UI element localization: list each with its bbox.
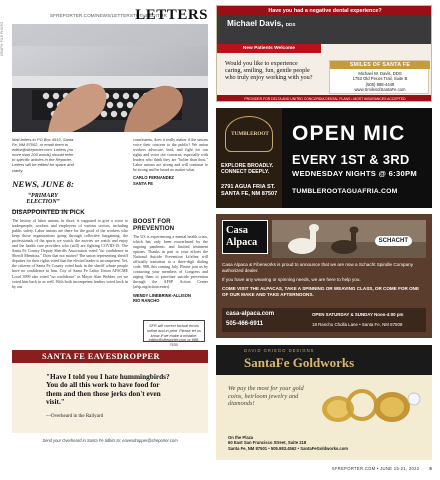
- photo-hands-on-typewriter: [12, 24, 208, 132]
- alpaca-photo: [272, 220, 426, 258]
- gold-coins-illustration: [316, 381, 426, 427]
- dental-headline: Have you had a negative dental experience?: [217, 6, 432, 16]
- alpaca-announcement: Casa Alpaca & Fiberworks is proud to announce that we are now a Schacht Spindle Company authorized dealer.: [222, 262, 414, 273]
- dental-info-line[interactable]: www.SmilesofSantaFe.com: [354, 87, 406, 93]
- casa-alpaca-logo-text: Casa Alpaca: [226, 225, 258, 248]
- openmic-tagline: EXPLORE BROADLY. CONNECT DEEPLY.: [221, 163, 274, 176]
- page-folio: [332, 466, 432, 471]
- alpaca-hours: OPEN SATURDAY & SUNDAY Noon-4:00 pm: [312, 312, 404, 317]
- dental-info-line[interactable]: (505) 988-4448: [365, 81, 395, 87]
- openmic-right-panel: [282, 108, 432, 208]
- openmic-left-panel: [216, 108, 282, 208]
- casa-alpaca-logo: [222, 220, 268, 254]
- letter-heading: DISAPPOINTED IN PICK: [12, 209, 85, 216]
- letter-signature: WENDY LINEBRINK-ALLISON RIO RANCHO: [133, 292, 191, 303]
- news-reference-subtitle: “PRIMARY ELECTION”: [26, 193, 60, 205]
- letter-body: The US is experiencing a mental health crisis, which has only been exacerbated by the ongoing pandemic and limited treatment options. Thanks in part to your efforts the National Suicide Prevention Lifeline will officially transition to a three-digit dialing code, 988, this coming July. Please join us by contacting your members of Congress and urging them to prioritize suicide prevention through the AFSP Action Center (afsp.org/actioncenter).: [133, 234, 208, 290]
- alpaca-visit-line: COME VISIT THE ALPACAS, TAKE A SPINNING OR WEAVING CLASS, OR COME FOR ONE OF OUR MAKE AND TAKE AFTERNOONS.: [222, 286, 420, 297]
- letters-submission-note: Mail letters to PO Box 4910, Santa Fe, NM 87502, or email them to editor@sfreporter.com. Letters (no more than 200 words) should refer to specific articles in the Reporter. Letters will be edited for space and clarity.: [12, 137, 74, 173]
- page-title: LETTERS: [135, 7, 208, 23]
- dental-doctor-name: Michael Davis, DDS: [227, 19, 296, 28]
- eavesdropper-footer[interactable]: Send your Overheard in Santa Fe tidbits to: eavesdropper@sfreporter.com: [42, 438, 178, 443]
- photo-credit: GRAPH: FILE PHOTO: [0, 21, 4, 56]
- letter-heading: BOOST FOR PREVENTION: [133, 218, 175, 232]
- dental-info-line: 1753 Old Pecos Trail, Suite B: [352, 76, 408, 82]
- folio-site: SFREPORTER.COM • JUNE 15-21, 2022: [331, 466, 420, 471]
- letter-body: The history of labor unions, in short, is supposed to give a voice to tradespeople, workers and employees of various sectors, including public safety. Labor unions are there for the good of the workers who keep those organizations going through collective bargaining, the professionals of the sports we watch, the movies we watch and enjoy and the health care providers who (still) are fighting COVID-19. The Santa Fe County Deputy Sheriffs Association voted "no confidence in Sheriff Mendoza." Does that not matter? The union representing sheriff deputies for their rights voted that the elected leader is incompetent. Yet, the citizens of Santa Fe County voted back in the sheriff whose people have no confidence in him. City of Santa Fe Labor Union AFSCME Local 3999 also voted "no confidence" in Mayor Alan Webber, yet we voted him back in as well. With both incompetent leaders voted back in by our: [12, 218, 128, 289]
- tumbleroot-logo-text: TUMBLEROOT: [231, 131, 269, 137]
- eavesdropper-attribution: —Overheard in the Railyard: [46, 414, 104, 419]
- dental-doctor: Michael Davis: [227, 19, 282, 28]
- news-reference-title: NEWS, JUNE 8:: [12, 179, 74, 189]
- dental-footer: PROVIDER FOR DELTA AND UNITED CONCORDIA DENTAL PLANS • MOST INSURANCES ACCEPTED: [217, 95, 432, 102]
- dental-contact-box: [329, 60, 429, 94]
- ad-tumbleroot-open-mic[interactable]: [216, 108, 432, 208]
- openmic-dates: EVERY 1ST & 3RD: [292, 152, 410, 167]
- news-reference: [12, 179, 74, 211]
- goldworks-address: On the Plaza 60 East San Francisco Street, Suite 218 Santa Fe, NM 87501 • 505.983.4562 • SantaFeGoldworks.com: [228, 435, 349, 451]
- letter-boost-prevention: [133, 218, 208, 303]
- openmic-url[interactable]: TUMBLEROOTAGUAFRIA.COM: [292, 188, 398, 195]
- alpaca-phone[interactable]: 505-466-6911: [226, 321, 264, 327]
- corrections-notice: SFR will correct factual errors online and in print. Please let us know if we make a mistake: editor@sfreporter.com or 988-7530.: [143, 320, 205, 342]
- openmic-time: WEDNESDAY NIGHTS @ 6:30PM: [292, 169, 418, 178]
- eavesdropper-heading: SANTA FE EAVESDROPPER: [12, 350, 208, 363]
- gold-jewelry-image: [316, 381, 426, 427]
- eavesdropper-box: [12, 350, 208, 462]
- letters-header: [12, 6, 208, 26]
- letter-continuation: [133, 137, 208, 186]
- letter-disappointed: [12, 209, 128, 289]
- letters-section: [0, 0, 208, 470]
- goldworks-pitch: We pay the most for your gold coins, heirloom jewelry and diamonds!: [228, 385, 304, 408]
- dental-practice-name: SMILES OF SANTA FE: [330, 61, 430, 69]
- typewriter-photo-illustration: [12, 24, 208, 132]
- openmic-address: 2791 AGUA FRIA ST. SANTA FE, NM 87507: [221, 184, 278, 197]
- dental-degree: DDS: [285, 22, 296, 27]
- page-number: 5: [429, 466, 432, 471]
- alpaca-help-line: If you have any weaving or spinning needs, we are here to help you.: [222, 277, 361, 282]
- goldworks-banner: [216, 345, 432, 375]
- ad-smiles-of-santa-fe[interactable]: [216, 5, 432, 102]
- tumbleroot-logo: [225, 116, 273, 152]
- ad-casa-alpaca[interactable]: [216, 214, 432, 338]
- alpaca-website[interactable]: casa-alpaca.com: [226, 311, 275, 317]
- openmic-title: OPEN MIC: [292, 122, 406, 145]
- letter-continuation-body: constituents, does it really matter if the unions voice their concern to the public? We union workers advocate, lead, and fight for our rights and voice our concerns, especially with leaders who think they are "holier than thou." Labor unions are strong and will continue to be strong and be heard no matter what.: [133, 137, 208, 173]
- header-url[interactable]: SFREPORTER.COM/NEWS/LETTERSTOTHEEDITOR: [50, 13, 167, 18]
- goldworks-brand: SantaFe Goldworks: [244, 355, 355, 370]
- schacht-badge: SCHACHT: [375, 236, 412, 246]
- eavesdropper-body: [12, 363, 208, 433]
- dental-contact-info: [330, 71, 430, 93]
- eavesdropper-quote: "Have I told you I hate hummingbirds? You do all this work to have food for them and then those jerks don't even visit.": [46, 372, 170, 407]
- letter-signature: CARLO FERNANDEZ SANTA FE: [133, 175, 174, 186]
- dental-info-line: Michael W. Davis, DDS: [358, 71, 402, 76]
- ad-santa-fe-goldworks[interactable]: [216, 345, 432, 460]
- goldworks-designer: DAVID GRIEGO DESIGNS: [244, 348, 315, 353]
- dental-pitch: Would you like to experience caring, smiling, fun, gentle people who truly enjoy working with you?: [225, 60, 313, 82]
- alpaca-location: 18 Rancho Cholla Lane • Santa Fe, NM 87508: [312, 322, 403, 327]
- dental-welcome-badge: New Patients Welcome: [217, 44, 321, 53]
- alpaca-contact-bar: [222, 308, 426, 332]
